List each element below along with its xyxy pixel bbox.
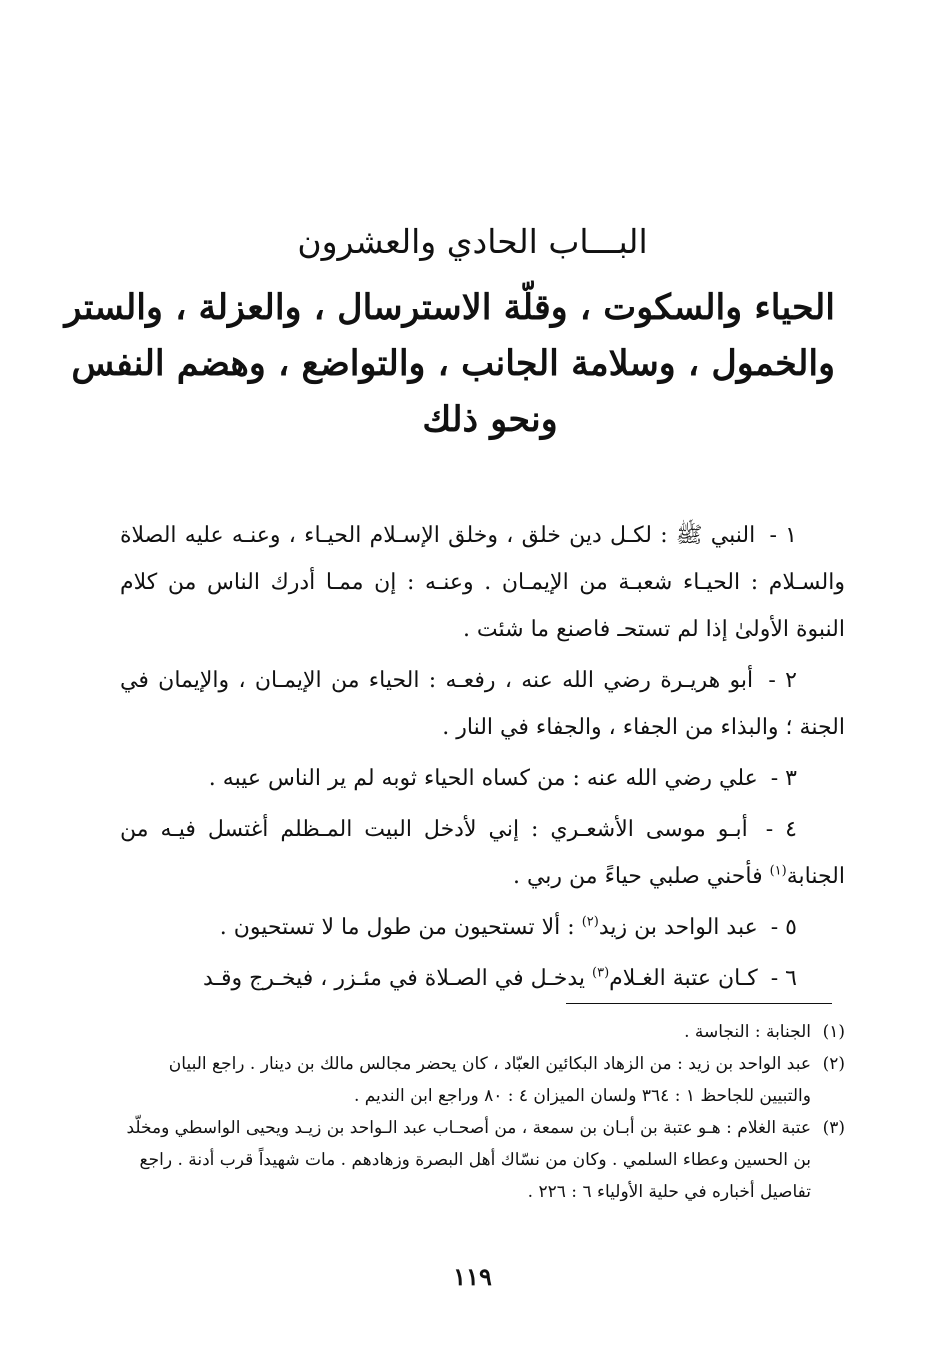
body-text (120, 512, 845, 1006)
footnote-mark: (١) (822, 1022, 845, 1042)
chapter-heading: البـــاب الحادي والعشرون (297, 222, 648, 261)
paragraph-text: عبد الواحد بن زيد (598, 915, 758, 940)
paragraph-number: ٥ - (770, 915, 797, 940)
paragraph-text: علي رضي الله عنه : من كساه الحياء ثوبه لم ير الناس عيبه . (208, 766, 758, 791)
footnote-text: عتبة الغلام : هـو عتبة بن أبـان بن سمعة ، من أصحـاب عبد الـواحد بن زيـد ويحيى الواسطي ومخلّد بن الحسين وعطاء السلمي . وكان من نسّاك أهل البصرة وزهادهم . مات شهيداً قرب أدنة . راجع تفاصيل أخباره في حلية الأولياء ٦ : ٢٢٦ . (126, 1118, 811, 1202)
paragraph-1 (120, 512, 845, 653)
paragraph-text-continued: فأحني صلبي حياءً من ربي . (512, 864, 770, 889)
footnote-reference[interactable]: (٢) (581, 914, 599, 930)
paragraph-3 (120, 755, 845, 802)
paragraph-number: ٣ - (770, 766, 797, 791)
footnote-separator (566, 1003, 832, 1004)
footnote-2 (120, 1048, 845, 1112)
footnotes (120, 1016, 845, 1208)
footnote-1 (120, 1016, 845, 1048)
footnote-mark: (٣) (822, 1118, 845, 1138)
paragraph-5 (120, 904, 845, 951)
chapter-title (64, 280, 835, 448)
paragraph-2 (120, 657, 845, 751)
footnote-mark: (٢) (822, 1054, 845, 1074)
paragraph-text-continued: يدخـل في الصـلاة في مئـزر ، فيخـرج وقـد (202, 966, 592, 991)
page-number: ١١٩ (453, 1262, 492, 1291)
paragraph-text: أبـو موسى الأشعـري : إني لأدخل البيت المـظلم أغتسل فيـه من الجنابة (120, 817, 845, 889)
footnote-reference[interactable]: (٣) (592, 965, 610, 981)
paragraph-number: ٢ - (768, 668, 797, 693)
footnote-text: الجنابة : النجاسة . (684, 1022, 811, 1042)
paragraph-number: ٦ - (770, 966, 797, 991)
paragraph-text: النبي ﷺ : لكـل دين خلق ، وخلق الإسـلام الحيـاء ، وعنـه عليه الصلاة والسـلام : الحيـاء شعبـة من الإيمـان . وعنـه : إن ممـا أدرك الناس من كلام النبوة الأولىٰ إذا لم تستحـ فاصنع ما شئت . (120, 523, 845, 642)
paragraph-text: أبو هريـرة رضي الله عنه ، رفعـه : الحياء من الإيمـان ، والإيمان في الجنة ؛ والبذاء من الجفاء ، والجفاء في النار . (120, 668, 845, 740)
paragraph-text: كـان عتبة الغـلام (609, 966, 758, 991)
footnote-reference[interactable]: (١) (769, 863, 787, 879)
paragraph-4 (120, 806, 845, 900)
chapter-title-line-1: الحياء والسكوت ، وقلّة الاسترسال ، والعزلة ، والستر (64, 287, 835, 328)
chapter-title-line-2: والخمول ، وسلامة الجانب ، والتواضع ، وهضم النفس (71, 343, 835, 384)
chapter-title-line-3: ونحو ذلك (422, 399, 558, 440)
paragraph-6 (120, 955, 845, 1002)
paragraph-number: ٤ - (765, 817, 797, 842)
footnote-text: عبد الواحد بن زيد : من الزهاد البكائين العبّاد ، كان يحضر مجالس مالك بن دينار . راجع البيان والتبيين للجاحظ ١ : ٣٦٤ ولسان الميزان ٤ : ٨٠ وراجع ابن النديم . (168, 1054, 811, 1106)
paragraph-number: ١ - (769, 523, 797, 548)
paragraph-text-continued: : ألا تستحيون من طول ما لا تستحيون . (219, 915, 582, 940)
footnote-3 (120, 1112, 845, 1208)
